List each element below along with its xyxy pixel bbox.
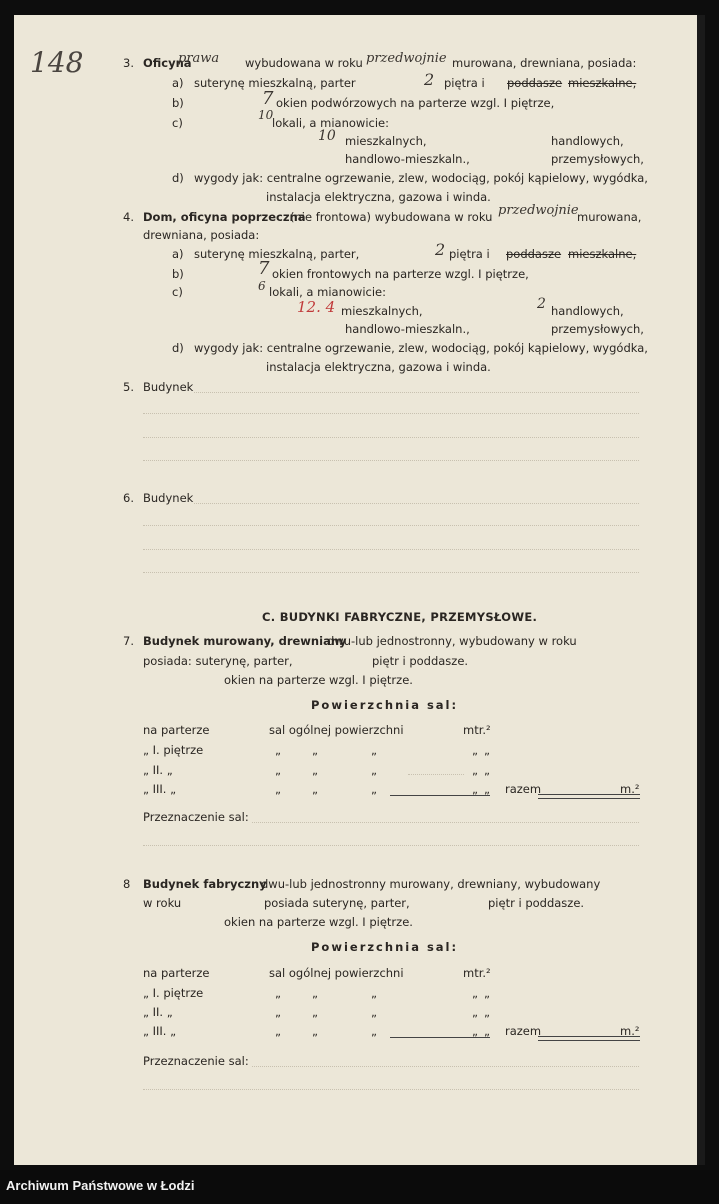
s8-number: 8	[123, 877, 131, 891]
s7-razem: razem	[505, 782, 542, 796]
s8-sal-text: sal ogólnej powierzchni	[269, 966, 404, 980]
s3-hw-lokale: 10	[258, 108, 274, 122]
s8-q-2b: „	[312, 1005, 318, 1019]
s7-q-2e: „	[484, 763, 490, 777]
s4-hw-windows: 7	[258, 258, 270, 279]
s5-fill-line-4	[143, 460, 639, 461]
s3-a-text1: suterynę mieszkalną, parter	[194, 76, 356, 90]
s7-q-2a: „	[275, 763, 281, 777]
s8-pietr: piętr i poddasze.	[488, 896, 585, 910]
s3-title: Oficyna	[143, 56, 192, 70]
s7-number: 7.	[123, 634, 134, 648]
s4-text1: (nie frontowa) wybudowana w roku	[290, 210, 493, 224]
s8-q-2a: „	[275, 1005, 281, 1019]
s4-b-text: okien frontowych na parterze wzgl. I piętrze,	[272, 267, 529, 281]
s8-title: Budynek fabryczny	[143, 877, 267, 891]
s7-q-1e: „	[484, 743, 490, 757]
s3-number: 3.	[123, 56, 134, 70]
section-c-heading: C. BUDYNKI FABRYCZNE, PRZEMYSŁOWE.	[262, 610, 538, 624]
s7-sum-line	[390, 795, 490, 796]
s8-q-3d: „	[472, 1024, 478, 1038]
s7-posiada: posiada: suterynę, parter,	[143, 654, 293, 668]
s7-total-line	[538, 794, 640, 799]
s3-a-label: a)	[172, 76, 184, 90]
s8-q-1d: „	[472, 986, 478, 1000]
s3-handl: handlowych,	[551, 134, 624, 148]
s7-mtr: mtr.²	[463, 723, 491, 737]
s8-q-1e: „	[484, 986, 490, 1000]
s4-c-text: lokali, a mianowicie:	[269, 285, 386, 299]
s7-przezn-line-2	[143, 845, 639, 846]
s7-q-2c: „	[371, 763, 377, 777]
s4-d-text2: instalacja elektryczna, gazowa i winda.	[266, 360, 491, 374]
s6-fill-line-2	[143, 525, 639, 526]
s8-q-2d: „	[472, 1005, 478, 1019]
s7-przezn: Przeznaczenie sal:	[143, 810, 249, 824]
s4-a-text4: mieszkalne,	[568, 247, 637, 261]
s8-mtr: mtr.²	[463, 966, 491, 980]
s8-pow-title: Powierzchnia sal:	[311, 940, 459, 954]
s3-b-text: okien podwórzowych na parterze wzgl. I piętrze,	[276, 96, 555, 110]
archive-footer	[0, 1170, 719, 1204]
s7-q-3d: „	[472, 782, 478, 796]
s8-w-roku: w roku	[143, 896, 182, 910]
s4-mieszk: mieszkalnych,	[341, 304, 423, 318]
s4-c-label: c)	[172, 285, 183, 299]
s4-d-text1: wygody jak: centralne ogrzewanie, zlew, wodociąg, pokój kąpielowy, wygódka,	[194, 341, 648, 355]
s3-a-text4: mieszkalne,	[568, 76, 637, 90]
s7-pow-title: Powierzchnia sal:	[311, 698, 459, 712]
s6-fill-line-1	[194, 503, 639, 504]
s7-title: Budynek murowany, drewniany	[143, 634, 347, 648]
s8-q-2c: „	[371, 1005, 377, 1019]
s4-title: Dom, oficyna poprzeczna	[143, 210, 306, 224]
s7-q-3c: „	[371, 782, 377, 796]
s4-a-text3: poddasze	[506, 247, 562, 261]
s4-b-label: b)	[172, 267, 184, 281]
s5-number: 5.	[123, 380, 134, 394]
s3-c-label: c)	[172, 116, 183, 130]
s7-q-3e: „	[484, 782, 490, 796]
s8-row-2: „ II. „	[143, 1005, 173, 1019]
s6-number: 6.	[123, 491, 134, 505]
s3-a-text2: piętra i	[444, 76, 485, 90]
s7-q-1d: „	[472, 743, 478, 757]
s8-przezn: Przeznaczenie sal:	[143, 1054, 249, 1068]
s4-hw-handl: 2	[537, 296, 546, 312]
s3-handl-mieszk: handlowo-mieszkaln.,	[345, 152, 470, 166]
page-edge	[697, 15, 705, 1165]
s4-hw-lokale: 6	[258, 279, 266, 293]
s7-q-2d: „	[472, 763, 478, 777]
s8-q-1b: „	[312, 986, 318, 1000]
s8-q-2e: „	[484, 1005, 490, 1019]
s3-d-text1: wygody jak: centralne ogrzewanie, zlew, wodociąg, pokój kąpielowy, wygódka,	[194, 171, 648, 185]
s8-text1: dwu-lub jednostronny murowany, drewniany, wybudowany	[261, 877, 601, 891]
s8-row-0: na parterze	[143, 966, 210, 980]
s8-przezn-line-1	[252, 1066, 639, 1067]
s4-text2: murowana,	[577, 210, 642, 224]
s7-q-1b: „	[312, 743, 318, 757]
s5-fill-line-3	[143, 437, 639, 438]
s3-text1: wybudowana w roku	[245, 56, 363, 70]
archive-name: Archiwum Państwowe w Łodzi	[6, 1178, 195, 1193]
s4-hw-floors: 2	[435, 240, 446, 259]
s3-hw-floors: 2	[424, 70, 435, 89]
s7-q-3b: „	[312, 782, 318, 796]
s4-a-label: a)	[172, 247, 184, 261]
s7-m2: m.²	[620, 782, 640, 796]
s8-q-1a: „	[275, 986, 281, 1000]
s8-sum-line	[390, 1037, 490, 1038]
s8-row-1: „ I. piętrze	[143, 986, 204, 1000]
s7-text1: dwu-lub jednostronny, wybudowany w roku	[327, 634, 577, 648]
s7-row-1: „ I. piętrze	[143, 743, 204, 757]
s8-q-3c: „	[371, 1024, 377, 1038]
s7-przezn-line-1	[252, 822, 639, 823]
document-page	[14, 15, 700, 1165]
s4-d-label: d)	[172, 341, 184, 355]
s3-c-text: lokali, a mianowicie:	[272, 116, 389, 130]
s7-q-1c: „	[371, 743, 377, 757]
s8-total-line	[538, 1036, 640, 1041]
s7-q-1a: „	[275, 743, 281, 757]
s3-d-label: d)	[172, 171, 184, 185]
s7-q-2b: „	[312, 763, 318, 777]
s7-sal-text: sal ogólnej powierzchni	[269, 723, 404, 737]
s8-okien: okien na parterze wzgl. I piętrze.	[224, 915, 413, 929]
s3-hw-year: przedwojnie	[366, 51, 447, 66]
s7-okien: okien na parterze wzgl. I piętrze.	[224, 673, 413, 687]
s5-fill-line-1	[194, 392, 639, 393]
s4-hw-mieszk-red: 12. 4	[297, 298, 336, 316]
s8-q-3b: „	[312, 1024, 318, 1038]
s6-label: Budynek	[143, 491, 194, 505]
s3-hw-mieszk: 10	[318, 128, 336, 144]
s6-fill-line-3	[143, 549, 639, 550]
s8-q-1c: „	[371, 986, 377, 1000]
s8-q-3a: „	[275, 1024, 281, 1038]
s8-razem: razem	[505, 1024, 542, 1038]
s4-handl-mieszk: handlowo-mieszkaln.,	[345, 322, 470, 336]
s4-number: 4.	[123, 210, 134, 224]
s8-q-3e: „	[484, 1024, 490, 1038]
s3-b-label: b)	[172, 96, 184, 110]
s3-hw-windows: 7	[262, 88, 274, 109]
s3-hw-type: prawa	[178, 51, 220, 66]
s7-row-3: „ III. „	[143, 782, 177, 796]
s4-a-text2: piętra i	[449, 247, 490, 261]
s8-row-3: „ III. „	[143, 1024, 177, 1038]
s8-m2: m.²	[620, 1024, 640, 1038]
s3-mieszk: mieszkalnych,	[345, 134, 427, 148]
s4-a-text1: suterynę mieszkalną, parter,	[194, 247, 360, 261]
s7-dot-line	[408, 774, 464, 775]
s3-d-text2: instalacja elektryczna, gazowa i winda.	[266, 190, 491, 204]
s7-row-0: na parterze	[143, 723, 210, 737]
s3-przem: przemysłowych,	[551, 152, 644, 166]
s5-label: Budynek	[143, 380, 194, 394]
s5-fill-line-2	[143, 413, 639, 414]
s8-posiada: posiada suterynę, parter,	[264, 896, 410, 910]
s7-q-3a: „	[275, 782, 281, 796]
s4-handl: handlowych,	[551, 304, 624, 318]
s4-text3: drewniana, posiada:	[143, 228, 260, 242]
s6-fill-line-4	[143, 572, 639, 573]
s7-row-2: „ II. „	[143, 763, 173, 777]
handwritten-reference-number: 148	[30, 46, 84, 79]
s4-przem: przemysłowych,	[551, 322, 644, 336]
s3-a-text3: poddasze	[507, 76, 563, 90]
s8-przezn-line-2	[143, 1089, 639, 1090]
s7-pietr: piętr i poddasze.	[372, 654, 469, 668]
s4-hw-year: przedwojnie	[498, 203, 579, 218]
s3-text2: murowana, drewniana, posiada:	[452, 56, 637, 70]
